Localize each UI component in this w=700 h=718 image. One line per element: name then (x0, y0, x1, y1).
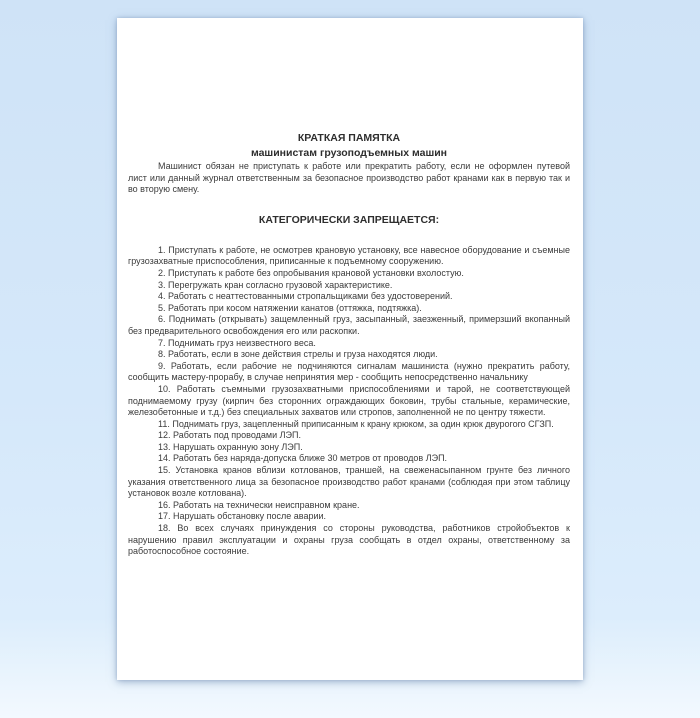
intro-paragraph: Машинист обязан не приступать к работе или прекратить работу, если не оформлен путевой лист или данный журнал ответственным за безопасное производство работ кранами как в первую так и во вторую смену. (128, 161, 570, 195)
prohibition-item: 10. Работать съемными грузозахватными приспособлениями и тарой, не соответствующей поднимаемому грузу (кирпич без сторонних ограждающих боковин, трубы стальные, керамические, железобетонные и т.д.) без специальных захватов или стропов, заполненной не по центру тяжести. (128, 383, 570, 418)
prohibition-item: 8. Работать, если в зоне действия стрелы и груза находятся люди. (158, 349, 438, 360)
prohibition-item: 9. Работать, если рабочие не подчиняются сигналам машиниста (нужно прекратить работу, сообщить мастеру-прорабу, в случае непринятия мер - сообщить непосредственно начальнику (128, 360, 570, 383)
prohibition-item: 1. Приступать к работе, не осмотрев крановую установку, все навесное оборудование и съемные грузозахватные приспособления, приписанные к подъемному сооружению. (128, 244, 570, 267)
prohibition-item: 17. Нарушать обстановку после аварии. (158, 511, 327, 522)
prohibition-item: 13. Нарушать охранную зону ЛЭП. (158, 441, 303, 452)
prohibition-item: 16. Работать на технически неисправном кране. (158, 499, 360, 510)
document-subtitle: машинистам грузоподъемных машин (250, 147, 448, 159)
document-page (117, 18, 583, 680)
prohibition-item: 4. Работать с неаттестованными стропальщиками без удостоверений. (158, 291, 453, 302)
prohibition-item: 18. Во всех случаях принуждения со стороны руководства, работников стройобъектов к нарушению правил эксплуатации и охраны груза сообщать в отдел охраны, ответственному за работоспособное состояние. (128, 523, 570, 557)
prohibition-item: 5. Работать при косом натяжении канатов (оттяжка, подтяжка). (158, 302, 422, 313)
prohibition-item: 11. Поднимать груз, зацепленный приписанным к крану крюком, за один крюк двурогого СГЗП. (158, 418, 554, 429)
prohibition-item: 12. Работать под проводами ЛЭП. (158, 430, 301, 441)
section-heading: КАТЕГОРИЧЕСКИ ЗАПРЕЩАЕТСЯ: (258, 213, 440, 226)
prohibition-list (128, 245, 570, 558)
document-title: КРАТКАЯ ПАМЯТКА (297, 132, 401, 144)
prohibition-item: 14. Работать без наряда-допуска ближе 30 метров от проводов ЛЭП. (158, 453, 448, 464)
prohibition-item: 15. Установка кранов вблизи котлованов, траншей, на свеженасыпанном грунте без личного указания ответственного лица за безопасное производство работ кранами (соблюдая при этом таблицу установок возле котлована). (128, 465, 570, 499)
prohibition-item: 2. Приступать к работе без опробывания крановой установки вхолостую. (158, 267, 464, 278)
prohibition-item: 7. Поднимать груз неизвестного веса. (158, 337, 316, 348)
prohibition-item: 6. Поднимать (открывать) защемленный груз, засыпанный, заезженный, примерзший вкопанный без предварительного освобождения его или раскопки. (128, 314, 570, 336)
prohibition-item: 3. Перегружать кран согласно грузовой характеристике. (158, 279, 393, 290)
